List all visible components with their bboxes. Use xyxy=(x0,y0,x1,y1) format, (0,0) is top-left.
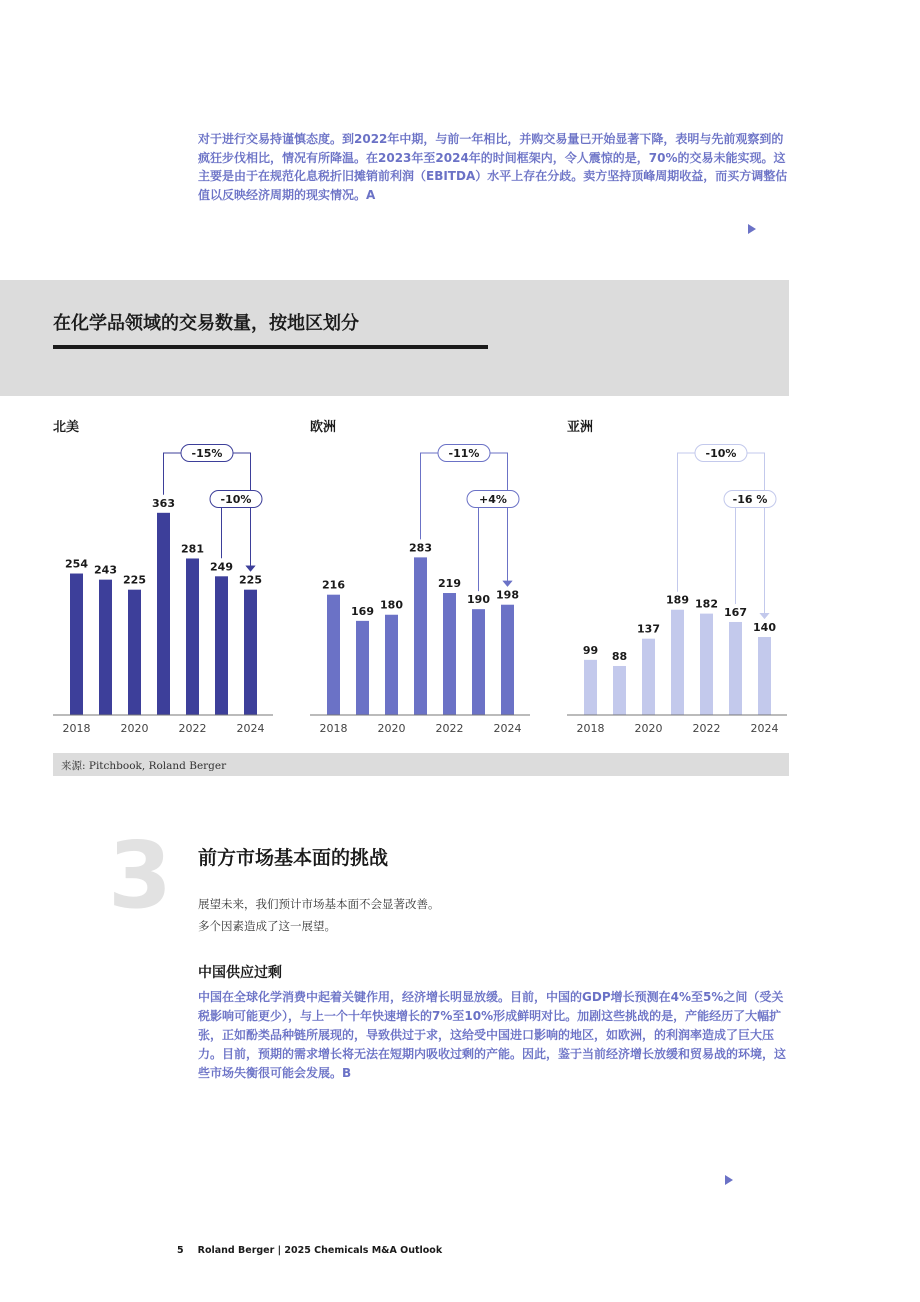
x-tick-label: 2022 xyxy=(178,722,207,735)
bar xyxy=(700,614,713,715)
change-bracket xyxy=(164,453,251,566)
footer xyxy=(177,1245,442,1256)
change-label: +4% xyxy=(479,493,507,506)
change-bracket xyxy=(678,453,765,613)
bar-value-label: 198 xyxy=(496,588,519,602)
chart-north-america xyxy=(53,419,273,735)
x-tick-label: 2020 xyxy=(120,722,149,735)
arrow-head-icon xyxy=(246,566,256,572)
bar-value-label: 283 xyxy=(409,541,432,555)
bar xyxy=(501,605,514,715)
bar-value-label: 99 xyxy=(582,643,599,657)
bar-value-label: 169 xyxy=(351,604,374,618)
bar-value-label: 225 xyxy=(239,573,262,587)
change-label: -10% xyxy=(220,493,252,506)
x-tick-label: 2024 xyxy=(750,722,779,735)
charts-svg xyxy=(0,400,920,750)
next-arrow-icon[interactable] xyxy=(725,1175,733,1185)
bar xyxy=(70,574,83,715)
section-title: 前方市场基本面的挑战 xyxy=(198,847,389,869)
bar-value-label: 182 xyxy=(695,597,718,611)
change-label: -10% xyxy=(705,447,737,460)
bar xyxy=(414,557,427,715)
bar xyxy=(157,513,170,715)
bar xyxy=(671,610,684,715)
bar-value-label: 137 xyxy=(637,622,660,636)
bar-value-label: 216 xyxy=(322,578,345,592)
bar-value-label: 225 xyxy=(123,573,146,587)
subsection-title: 中国供应过剩 xyxy=(198,965,282,981)
arrow-head-icon xyxy=(503,581,513,587)
bar-value-label: 190 xyxy=(467,593,490,607)
arrow-head-icon xyxy=(760,613,770,619)
page-number: 5 xyxy=(177,1245,184,1256)
figure-title-band xyxy=(0,280,789,396)
intro-paragraph: 对于进行交易持谨慎态度。到2022年中期，与前一年相比，并购交易量已开始显著下降，表明与先前观察到的疯狂步伐相比，情况有所降温。在2023年至2024年的时间框架内，令人震惊的是，70%的交易未能实现。这主要是由于在规范化息税折旧摊销前利润（EBITDA）水平上存在分歧。卖方坚持顶峰周期收益，而买方调整估值以反映经济周期的现实情况。A xyxy=(198,132,788,202)
bar-value-label: 219 xyxy=(438,577,461,591)
bar xyxy=(472,609,485,715)
bar xyxy=(385,615,398,715)
change-label: -15% xyxy=(191,447,223,460)
bar-value-label: 281 xyxy=(181,542,204,556)
bar xyxy=(642,639,655,715)
bar xyxy=(327,595,340,715)
chart-europe xyxy=(310,419,530,735)
bar xyxy=(215,576,228,715)
footer-text: Roland Berger | 2025 Chemicals M&A Outlook xyxy=(197,1245,443,1256)
change-label: -11% xyxy=(448,447,480,460)
bar-value-label: 140 xyxy=(753,621,776,635)
change-bracket xyxy=(479,499,508,591)
bar-value-label: 363 xyxy=(152,496,175,510)
figure-title: 在化学品领域的交易数量，按地区划分 xyxy=(53,313,359,334)
x-tick-label: 2022 xyxy=(692,722,721,735)
title-underline xyxy=(53,345,488,349)
x-tick-label: 2024 xyxy=(493,722,522,735)
x-tick-label: 2024 xyxy=(236,722,265,735)
bar xyxy=(758,637,771,715)
chart-asia xyxy=(567,420,787,735)
bar-value-label: 189 xyxy=(666,593,689,607)
bar-value-label: 167 xyxy=(724,605,747,619)
x-tick-label: 2018 xyxy=(62,722,91,735)
bar-value-label: 243 xyxy=(94,563,117,577)
bar xyxy=(356,621,369,715)
subsection-paragraph: 中国在全球化学消费中起着关键作用，经济增长明显放缓。目前，中国的GDP增长预测在4%至5%之间（受关税影响可能更少），与上一个十年快速增长的7%至10%形成鲜明对比。加剧这些挑战的是，产能经历了大幅扩张，正如酚类品种链所展现的，导致供过于求，这给受中国进口影响的地区，如欧洲，的利润率造成了巨大压力。目前，预期的需求增长将无法在短期内吸收过剩的产能。因此，鉴于当前经济增长放缓和贸易战的环境，这些市场失衡很可能会发展。B xyxy=(198,990,787,1080)
next-arrow-icon[interactable] xyxy=(748,224,756,234)
change-bracket xyxy=(222,499,251,566)
bar xyxy=(443,593,456,715)
bar-value-label: 254 xyxy=(65,557,88,571)
bar xyxy=(584,660,597,715)
x-tick-label: 2020 xyxy=(377,722,406,735)
bar xyxy=(613,666,626,715)
bar xyxy=(99,580,112,715)
bar-value-label: 180 xyxy=(380,598,403,612)
section-body-line-1: 展望未来，我们预计市场基本面不会显著改善。 xyxy=(198,897,440,911)
bar xyxy=(244,590,257,715)
change-label: -16 % xyxy=(732,493,768,506)
bar xyxy=(729,622,742,715)
section-body-line-2: 多个因素造成了这一展望。 xyxy=(198,919,336,933)
change-bracket xyxy=(736,499,765,613)
source-text: 来源: Pitchbook, Roland Berger xyxy=(61,760,227,772)
x-tick-label: 2018 xyxy=(319,722,348,735)
x-tick-label: 2018 xyxy=(576,722,605,735)
bar-value-label: 88 xyxy=(611,649,628,663)
section-body xyxy=(198,893,788,937)
chart-title: 亚洲 xyxy=(567,420,594,435)
change-bracket xyxy=(421,453,508,581)
section-number: 3 xyxy=(108,822,173,929)
chart-title: 欧洲 xyxy=(310,420,337,435)
source-bar xyxy=(53,753,789,776)
chart-title: 北美 xyxy=(53,420,80,435)
bar xyxy=(186,558,199,715)
bar xyxy=(128,590,141,715)
x-tick-label: 2022 xyxy=(435,722,464,735)
x-tick-label: 2020 xyxy=(634,722,663,735)
bar-value-label: 249 xyxy=(210,560,233,574)
